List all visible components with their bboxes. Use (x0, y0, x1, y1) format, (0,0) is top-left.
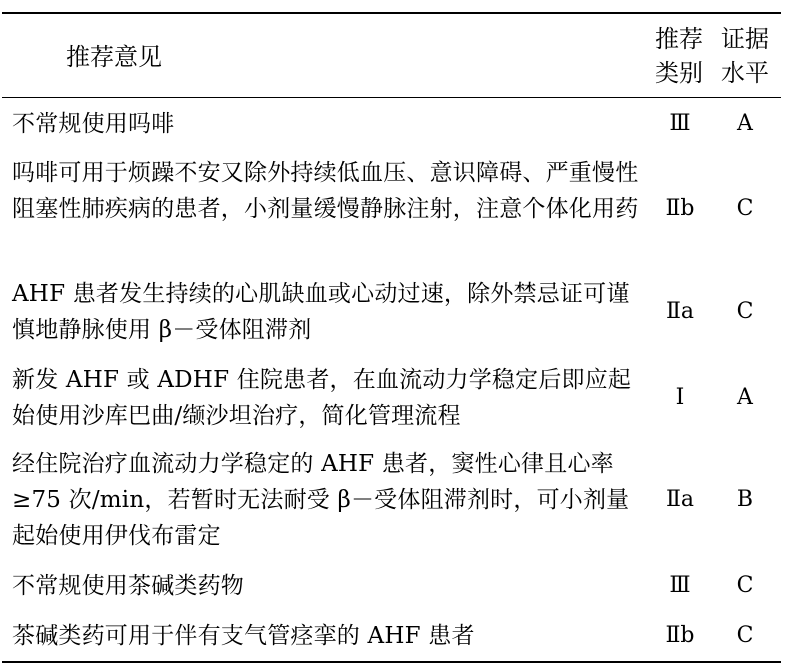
evidence-level: A (737, 385, 753, 410)
recommendation-text: AHF 患者发生持续的心肌缺血或心动过速，除外禁忌证可谨慎地静脉使用 β－受体阻滞剂 (12, 281, 630, 343)
evidence-level: C (736, 196, 754, 221)
recommendation-text: 不常规使用吗啡 (12, 111, 175, 137)
recommendation-class: Ⅲ (669, 111, 691, 136)
evidence-level: C (736, 299, 754, 324)
evidence-level: B (736, 487, 754, 512)
recommendation-text: 吗啡可用于烦躁不安又除外持续低血压、意识障碍、严重慢性阻塞性肺疾病的患者，小剂量缓慢静脉注射，注意个体化用药 (12, 160, 639, 222)
table-row (0, 446, 792, 554)
header-recommendation: 推荐意见 (66, 43, 162, 71)
table-row (0, 568, 792, 608)
evidence-level: C (736, 573, 754, 598)
table-bottom-rule (2, 661, 781, 663)
table-top-rule (2, 12, 781, 14)
recommendation-class: Ⅱa (665, 487, 695, 512)
header-recommendation-class: 推荐类别 (655, 25, 703, 87)
recommendation-class: Ⅱb (665, 623, 695, 648)
recommendation-class: Ⅲ (669, 573, 691, 598)
recommendation-text: 新发 AHF 或 ADHF 住院患者，在血流动力学稳定后即应起始使用沙库巴曲/缬沙坦治疗，简化管理流程 (12, 367, 632, 429)
recommendation-class: Ⅱb (665, 196, 695, 221)
evidence-level: A (737, 111, 753, 136)
table-row (0, 155, 792, 263)
table-row (0, 362, 792, 434)
recommendation-text: 经住院治疗血流动力学稳定的 AHF 患者，窦性心律且心率≥75 次/min，若暂时无法耐受 β－受体阻滞剂时，可小剂量起始使用伊伐布雷定 (12, 451, 630, 549)
evidence-level: C (736, 623, 754, 648)
recommendation-text: 不常规使用茶碱类药物 (12, 573, 244, 599)
table-header-rule (2, 97, 781, 98)
header-evidence-level: 证据水平 (721, 25, 769, 87)
recommendation-class: Ⅰ (675, 385, 685, 410)
recommendation-text: 茶碱类药可用于伴有支气管痉挛的 AHF 患者 (12, 623, 475, 649)
table-row (0, 106, 792, 146)
table-row (0, 618, 792, 658)
table-row (0, 276, 792, 348)
recommendation-class: Ⅱa (665, 299, 695, 324)
